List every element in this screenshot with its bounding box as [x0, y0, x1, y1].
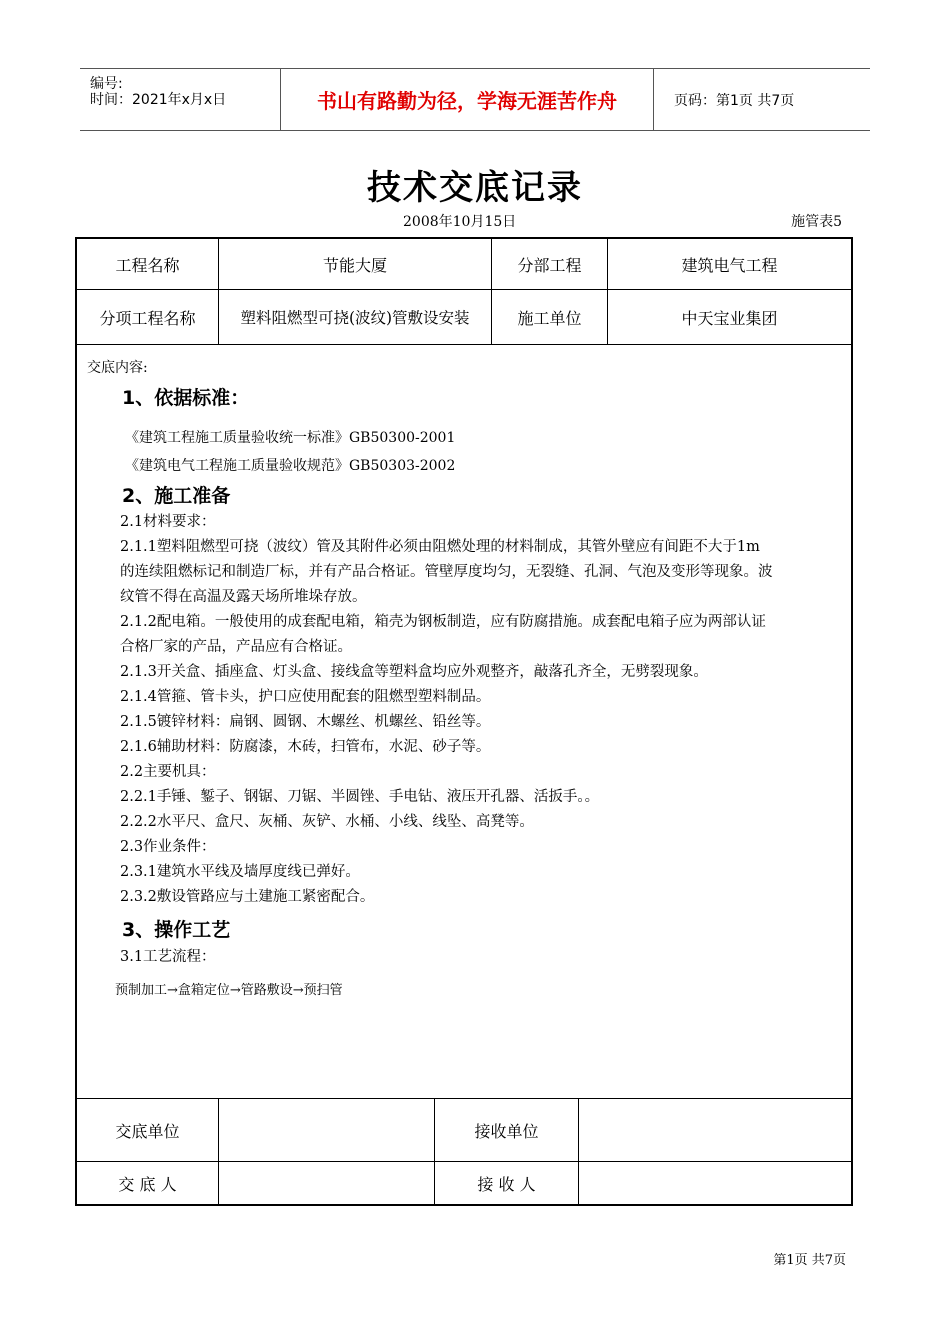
section-2-heading: 2、施工准备 — [122, 485, 231, 507]
process-label: 3.1工艺流程： — [120, 949, 216, 965]
issuer-unit-label: 交底单位 — [77, 1099, 219, 1161]
section-1-heading: 1、依据标准： — [122, 387, 250, 409]
number-label: 编号: — [90, 76, 123, 92]
header-page-label: 页码：第1页 共7页 — [674, 92, 795, 109]
paragraph: 2.1材料要求： — [120, 514, 216, 530]
subitem-label: 分项工程名称 — [77, 290, 219, 344]
disclosure-content — [77, 345, 851, 1099]
record-table — [75, 237, 853, 1206]
paragraph: 2.1.5镀锌材料：扁钢、圆钢、木螺丝、机螺丝、铅丝等。 — [120, 714, 491, 730]
project-name-label: 工程名称 — [77, 239, 219, 289]
paragraph: 合格厂家的产品，产品应有合格证。 — [120, 639, 352, 655]
sign-row-1 — [77, 1099, 851, 1162]
info-row-2 — [77, 290, 851, 345]
paragraph: 2.1.2配电箱。一般使用的成套配电箱，箱壳为钢板制造，应有防腐措施。成套配电箱子应为两部认证 — [120, 614, 766, 630]
paragraph: 的连续阻燃标记和制造厂标，并有产品合格证。管壁厚度均匀，无裂缝、孔洞、气泡及变形等现象。波 — [120, 564, 773, 580]
issuer-label: 交 底 人 — [77, 1162, 219, 1204]
sign-row-2 — [77, 1162, 851, 1204]
header-motto: 书山有路勤为径，学海无涯苦作舟 — [281, 69, 654, 130]
document-date: 2008年10月15日 — [403, 214, 517, 230]
paragraph: 2.1.4管箍、管卡头，护口应使用配套的阻燃型塑料制品。 — [120, 689, 491, 705]
paragraph: 2.3.2敷设管路应与土建施工紧密配合。 — [120, 889, 375, 905]
project-name-value: 节能大厦 — [219, 239, 492, 289]
process-flow: 预制加工→盒箱定位→管路敷设→预扫管 — [115, 983, 343, 998]
info-row-1 — [77, 239, 851, 290]
contractor-value: 中天宝业集团 — [681, 308, 778, 328]
subitem-value: 塑料阻燃型可挠(波纹)管敷设安装 — [219, 290, 492, 344]
paragraph: 2.1.6辅助材料：防腐漆，木砖，扫管布，水泥、砂子等。 — [120, 739, 491, 755]
contractor-label: 施工单位 — [492, 290, 608, 344]
time-label: 时间：2021年x月x日 — [90, 92, 227, 108]
receiver-unit-label: 接收单位 — [435, 1099, 579, 1161]
paragraph: 2.2.2水平尺、盒尺、灰桶、灰铲、水桶、小线、线坠、高凳等。 — [120, 814, 534, 830]
page-footer: 第1页 共7页 — [773, 1253, 846, 1268]
division-label: 分部工程 — [492, 239, 608, 289]
receiver-label: 接 收 人 — [435, 1162, 579, 1204]
paragraph: 2.1.1塑料阻燃型可挠（波纹）管及其附件必须由阻燃处理的材料制成，其管外壁应有间距不大于1m — [120, 539, 760, 555]
paragraph: 2.3.1建筑水平线及墙厚度线已弹好。 — [120, 864, 360, 880]
header-meta — [80, 69, 281, 130]
division-value: 建筑电气工程 — [681, 255, 778, 275]
paragraph: 2.1.3开关盒、插座盒、灯头盒、接线盒等塑料盒均应外观整齐，敲落孔齐全，无劈裂现象。 — [120, 664, 708, 680]
header-strip — [80, 68, 870, 131]
issuer-unit-value — [219, 1099, 435, 1161]
paragraph: 2.3作业条件： — [120, 839, 216, 855]
form-number: 施管表5 — [791, 214, 842, 230]
paragraph: 2.2主要机具： — [120, 764, 216, 780]
document-title: 技术交底记录 — [367, 168, 583, 208]
content-label: 交底内容: — [87, 360, 148, 376]
section-3-heading: 3、操作工艺 — [122, 919, 231, 941]
receiver-value — [579, 1162, 851, 1204]
paragraph: 纹管不得在高温及露天场所堆垛存放。 — [120, 589, 367, 605]
standard-2: 《建筑电气工程施工质量验收规范》GB50303-2002 — [125, 458, 456, 474]
issuer-value — [219, 1162, 435, 1204]
standard-1: 《建筑工程施工质量验收统一标准》GB50300-2001 — [125, 430, 456, 446]
receiver-unit-value — [579, 1099, 851, 1161]
paragraph: 2.2.1手锤、錾子、钢锯、刀锯、半圆锉、手电钻、液压开孔器、活扳手。。 — [120, 789, 600, 805]
